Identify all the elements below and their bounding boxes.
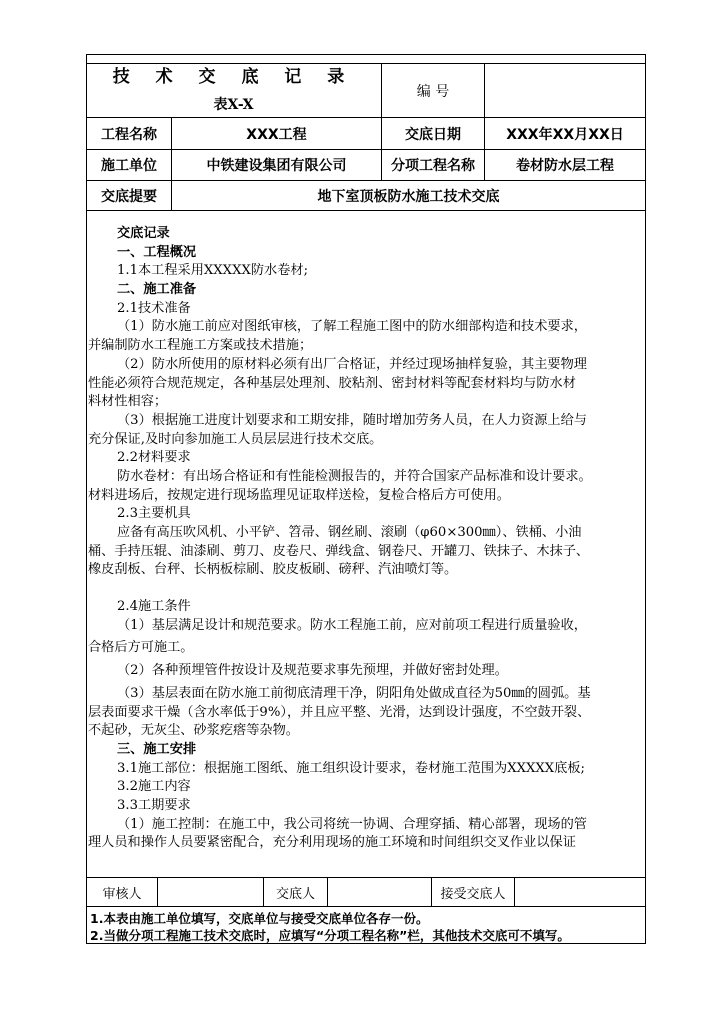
body-line: （1）基层满足设计和规范要求。防水工程施工前，应对前项工程进行质量验收， [117, 617, 587, 633]
body-line: （3）基层表面在防水施工前彻底清理干净，阴阳角处做成直径为50㎜的圆弧。基 [117, 685, 591, 701]
body-line: 理人员和操作人员要紧密配合，充分利用现场的施工环境和时间组织交叉作业以保证 [88, 835, 576, 851]
body-line: 料材性相容； [88, 394, 168, 410]
discloser-label: 交底人 [275, 886, 315, 902]
row-divider [86, 906, 646, 907]
body-line: （2）防水所使用的原材料必须有出厂合格证，并经过现场抽样复验，其主要物理 [117, 356, 587, 372]
body-line: 橡皮刮板、台秤、长柄板棕刷、胶皮板刷、磅秤、汽油喷灯等。 [88, 562, 458, 578]
body-line: 2.1技术准备 [117, 300, 191, 316]
project-name-label: 工程名称 [101, 126, 157, 143]
body-line: 应备有高压吹风机、小平铲、笤帚、钢丝刷、滚刷（φ60×300㎜）、铁桶、小油 [117, 525, 582, 540]
body-line: 2.4施工条件 [117, 599, 191, 615]
section-heading: 二、施工准备 [117, 282, 197, 298]
discloser-field[interactable] [328, 878, 431, 906]
body-line: 3.2施工内容 [117, 779, 191, 795]
body-line: （3）根据施工进度计划要求和工期安排，随时增加劳务人员，在人力资源上给与 [117, 412, 587, 428]
section-heading: 一、工程概况 [117, 244, 197, 260]
date-value[interactable]: XXX年XX月XX日 [506, 126, 624, 143]
body-line: 桶、手持压辊、油漆刷、剪刀、皮卷尺、弹线盒、钢卷尺、开罐刀、铁抹子、木抹子、 [88, 543, 590, 559]
body-line: 3.1施工部位：根据施工图纸、施工组织设计要求，卷材施工范围为XXXXX底板; [117, 760, 585, 776]
reviewer-field[interactable] [158, 878, 263, 906]
body-line: 防水卷材：有出场合格证和有性能检测报告的，并符合国家产品标准和设计要求。 [117, 468, 592, 484]
number-label: 编 号 [416, 83, 450, 100]
receiver-label: 接受交底人 [440, 886, 506, 902]
body-line: （2）各种预埋管件按设计及规范要求事先预埋，并做好密封处理。 [117, 663, 508, 679]
body-line: 材料进场后，按规定进行现场监理见证取样送检，复检合格后方可使用。 [88, 487, 510, 503]
project-name-value[interactable]: XXX工程 [246, 126, 307, 143]
body-line: 合格后方可施工。 [88, 640, 194, 656]
reviewer-label: 审核人 [102, 886, 142, 902]
form-title: 技 术 交 底 记 录 [112, 67, 355, 87]
body-line: 1.1本工程采用XXXXX防水卷材; [117, 263, 309, 279]
body-line: （1）施工控制：在施工中，我公司将统一协调、合理穿插、精心部署，现场的管 [117, 816, 587, 832]
body-line: 2.3主要机具 [117, 506, 191, 522]
body-line: 不起砂，无灰尘、砂浆疙瘩等杂物。 [88, 723, 299, 739]
body-line: 充分保证,及时向参加施工人员层层进行技术交底。 [88, 431, 383, 447]
section-heading: 三、施工安排 [117, 741, 197, 757]
body-line: 并编制防水工程施工方案或技术措施； [88, 338, 313, 354]
body-line: 性能必须符合规范规定，各种基层处理剂、胶粘剂、密封材料等配套材料均与防水材 [88, 375, 576, 391]
form-subtitle: 表X-X [213, 97, 254, 113]
body-line: 2.2材料要求 [117, 450, 191, 466]
summary-value[interactable]: 地下室顶板防水施工技术交底 [317, 188, 500, 205]
record-heading: 交底记录 [117, 226, 170, 241]
body-line: （1）防水施工前应对图纸审核，了解工程施工图中的防水细部构造和技术要求， [117, 319, 587, 335]
date-label: 交底日期 [405, 126, 461, 143]
number-field[interactable] [485, 64, 645, 117]
top-border [86, 54, 646, 55]
record-body [88, 225, 644, 853]
body-line: 3.3工期要求 [117, 797, 191, 813]
right-border [645, 54, 646, 944]
unit-value[interactable]: 中铁建设集团有限公司 [206, 158, 347, 174]
row-divider [86, 210, 646, 211]
summary-label: 交底提要 [101, 188, 157, 205]
unit-label: 施工单位 [101, 158, 157, 174]
footnote: 2.当做分项工程施工技术交底时，应填写“分项工程名称”栏，其他技术交底可不填写。 [90, 928, 570, 943]
receiver-field[interactable] [515, 878, 645, 906]
sub-project-label: 分项工程名称 [391, 158, 475, 174]
blank-line [88, 580, 644, 598]
footnote: 1.本表由施工单位填写，交底单位与接受交底单位各存一份。 [90, 911, 429, 926]
sub-project-value[interactable]: 卷材防水层工程 [516, 158, 614, 174]
body-line: 层表面要求干燥（含水率低于9%），并且应平整、光滑，达到设计强度，不空鼓开裂、 [88, 704, 591, 720]
